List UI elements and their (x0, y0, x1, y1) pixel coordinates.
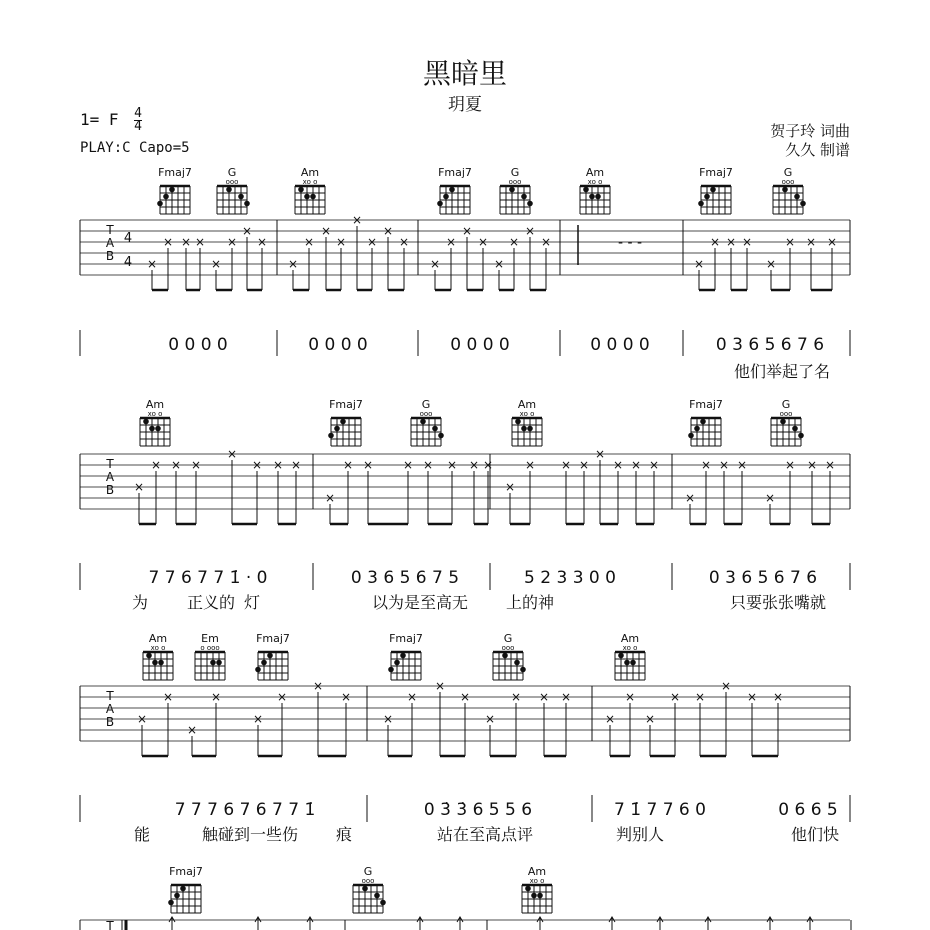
song-artist: 玥夏 (448, 95, 482, 115)
tab-note-mark: × (256, 235, 268, 249)
tab-note-mark: × (700, 458, 712, 472)
chord-dot (704, 194, 710, 200)
tab-note-mark: × (226, 447, 238, 461)
notation-measure-4: 0 0 0 0 (590, 335, 650, 355)
chord-dot (525, 886, 531, 892)
chord-dot (298, 187, 304, 193)
chord-dot (531, 893, 537, 899)
chord-dot (374, 893, 380, 899)
chord-name: Fmaj7 (256, 632, 290, 645)
tab-note-mark: × (669, 690, 681, 704)
tab-note-mark: × (276, 690, 288, 704)
time-top: 4 (134, 106, 142, 121)
tab-note-mark: × (693, 257, 705, 271)
chord-diagram-fmaj7 (388, 632, 423, 680)
tab-letter: A (105, 470, 115, 484)
tab-note-mark: × (709, 235, 721, 249)
tab-note-mark: × (684, 491, 696, 505)
tab-note-mark: × (324, 491, 336, 505)
chord-diagram-fmaj7 (688, 398, 723, 446)
chord-dot (146, 653, 152, 659)
tab-note-mark: × (493, 257, 505, 271)
chord-diagram-fmaj7 (255, 632, 290, 680)
chord-name: Fmaj7 (329, 398, 363, 411)
tab-letter: B (105, 483, 115, 497)
chord-diagram-am (580, 166, 610, 214)
tab-note-mark: × (210, 690, 222, 704)
chord-open-markers: xo o (302, 178, 318, 186)
tab-note-mark: × (398, 235, 410, 249)
tab-note-mark: × (303, 235, 315, 249)
chord-dot (169, 187, 175, 193)
chord-name: Em (201, 632, 219, 645)
chord-name: Fmaj7 (158, 166, 192, 179)
chord-dot (432, 426, 438, 432)
chord-dot (168, 900, 174, 906)
notation-measure-8: 5 2 3 3 0 0 (524, 568, 616, 588)
tab-note-mark: × (136, 712, 148, 726)
chord-open-markers: xo o (622, 644, 638, 652)
chord-name: G (503, 632, 513, 645)
chord-dot (163, 194, 169, 200)
tab-note-mark: × (624, 690, 636, 704)
tab-note-mark: × (736, 458, 748, 472)
tab-note-mark: × (477, 235, 489, 249)
tab-note-mark: × (784, 235, 796, 249)
tab-note-mark: × (648, 458, 660, 472)
tab-note-mark: × (459, 690, 471, 704)
lyrics-line: 只要张张嘴就 (729, 593, 827, 612)
chord-diagram-fmaj7 (168, 865, 203, 913)
chord-dot (595, 194, 601, 200)
tab-note-mark: × (746, 690, 758, 704)
tab-letter: T (106, 689, 114, 703)
tab-note-mark: × (422, 458, 434, 472)
chord-name: Fmaj7 (438, 166, 472, 179)
chord-dot (155, 426, 161, 432)
time-bottom: 4 (134, 119, 142, 134)
chord-open-markers: ooo (419, 410, 433, 418)
chord-name: Am (148, 632, 168, 645)
chord-dot (502, 653, 508, 659)
credit-lyricist: 贺子玲 词曲 (770, 122, 850, 140)
key-label: 1= F (80, 110, 119, 129)
notation-measure-12: 7 1̇ 7 7 6 0 (614, 800, 706, 820)
tab-note-mark: × (162, 690, 174, 704)
chord-dot (527, 201, 533, 207)
notation-measure-5: 0 3 6 5 6 7 6 (715, 335, 825, 355)
tab-note-mark: × (508, 235, 520, 249)
chord-name: Fmaj7 (169, 865, 203, 878)
chord-name: Fmaj7 (699, 166, 733, 179)
chord-dot (437, 201, 443, 207)
tab-note-mark: × (718, 458, 730, 472)
chord-dot (420, 419, 426, 425)
chord-open-markers: xo o (147, 410, 163, 418)
tab-note-mark: × (446, 458, 458, 472)
tab-note-mark: × (784, 458, 796, 472)
chord-name: Fmaj7 (689, 398, 723, 411)
chord-name: Am (145, 398, 165, 411)
tab-letter: T (106, 919, 114, 930)
chord-dot (583, 187, 589, 193)
chord-name: G (227, 166, 237, 179)
tab-note-mark: × (612, 458, 624, 472)
lyrics-line: 他们举起了名 (733, 362, 831, 381)
tab-note-mark: × (342, 458, 354, 472)
chord-diagram-fmaj7 (157, 166, 192, 214)
tab-note-mark: × (594, 447, 606, 461)
chord-dot (521, 194, 527, 200)
tab-note-mark: × (335, 235, 347, 249)
chord-dot (310, 194, 316, 200)
tab-note-mark: × (765, 257, 777, 271)
chord-dot (624, 660, 630, 666)
tab-note-mark: × (560, 690, 572, 704)
chord-dot (152, 660, 158, 666)
tab-note-mark: × (824, 458, 836, 472)
lyrics-line: 上的神 (505, 593, 555, 612)
tab-note-mark: × (806, 458, 818, 472)
chord-dot (334, 426, 340, 432)
chord-open-markers: xo o (519, 410, 535, 418)
tab-note-mark: × (741, 235, 753, 249)
tab-note-mark: × (482, 458, 494, 472)
chord-dot (380, 900, 386, 906)
chord-dot (520, 667, 526, 673)
chord-dot (261, 660, 267, 666)
chord-open-markers: ooo (779, 410, 793, 418)
tab-letter: T (106, 457, 114, 471)
tab-time-signature: 4 (123, 231, 133, 246)
tab-note-mark: × (351, 213, 363, 227)
chord-name: Am (620, 632, 640, 645)
chord-diagram-g (411, 398, 444, 446)
chord-dot (694, 426, 700, 432)
chord-dot (216, 660, 222, 666)
chord-diagram-g (217, 166, 250, 214)
tab-note-mark: × (241, 224, 253, 238)
lyrics-line: 触碰到一些伤 (201, 825, 299, 844)
chord-diagram-am (512, 398, 542, 446)
chord-dot (438, 433, 444, 439)
chord-dot (180, 886, 186, 892)
chord-name: Am (585, 166, 605, 179)
chord-name: Am (300, 166, 320, 179)
chord-open-markers: o ooo (200, 644, 220, 652)
notation-measure-9: 0 3 6 5 6 7 6 (708, 568, 818, 588)
chord-dot (238, 194, 244, 200)
chord-diagram-fmaj7 (328, 398, 363, 446)
chord-open-markers: ooo (781, 178, 795, 186)
notation-measure-6: 7 7 6 7 7 1̇ · 0 (148, 568, 268, 588)
chord-dot (589, 194, 595, 200)
chord-name: Fmaj7 (389, 632, 423, 645)
chord-dot (630, 660, 636, 666)
chord-dot (157, 201, 163, 207)
tab-note-mark: × (186, 723, 198, 737)
tab-note-mark: × (150, 458, 162, 472)
notation-measure-10: 7 7 7 6 7 6 7 7 1̇ (174, 800, 316, 820)
tab-note-mark: × (484, 712, 496, 726)
song-title: 黑暗里 (422, 57, 507, 90)
tab-note-mark: × (210, 257, 222, 271)
tab-letter: A (105, 236, 115, 250)
tab-note-mark: × (540, 235, 552, 249)
chord-dot (521, 426, 527, 432)
chord-diagram-g (500, 166, 533, 214)
tab-note-mark: × (720, 679, 732, 693)
notation-measure-3: 0 0 0 0 (450, 335, 510, 355)
chord-dot (158, 660, 164, 666)
chord-name: Am (527, 865, 547, 878)
tab-note-mark: × (434, 679, 446, 693)
tab-note-mark: × (312, 679, 324, 693)
tab-note-mark: × (524, 224, 536, 238)
notation-measure-11: 0 3̇ 3̇ 6 5 5 6 (423, 800, 533, 820)
chord-dot (255, 667, 261, 673)
tab-letter: A (105, 702, 115, 716)
chord-dot (509, 187, 515, 193)
chord-open-markers: xo o (529, 877, 545, 885)
chord-diagram-am (143, 632, 173, 680)
chord-name: Am (517, 398, 537, 411)
chord-diagram-g (771, 398, 804, 446)
tab-note-mark: × (287, 257, 299, 271)
tab-note-mark: × (180, 235, 192, 249)
chord-dot (782, 187, 788, 193)
tab-letter: B (105, 249, 115, 263)
chord-dot (514, 660, 520, 666)
chord-name: G (510, 166, 520, 179)
tab-note-mark: × (162, 235, 174, 249)
chord-diagram-fmaj7 (437, 166, 472, 214)
chord-dot (174, 893, 180, 899)
chord-diagram-am (522, 865, 552, 913)
chord-diagram-am (615, 632, 645, 680)
chord-dot (700, 419, 706, 425)
tab-note-mark: × (251, 458, 263, 472)
chord-name: G (363, 865, 373, 878)
chord-dot (688, 433, 694, 439)
notation-measure-1: 0 0 0 0 (168, 335, 228, 355)
tab-note-mark: × (170, 458, 182, 472)
tab-note-mark: × (504, 480, 516, 494)
chord-dot (394, 660, 400, 666)
chord-dot (618, 653, 624, 659)
chord-dot (794, 194, 800, 200)
chord-open-markers: ooo (508, 178, 522, 186)
chord-open-markers: ooo (361, 877, 375, 885)
notation-measure-2: 0 0 0 0 (308, 335, 368, 355)
tab-note-mark: × (320, 224, 332, 238)
chord-open-markers: ooo (501, 644, 515, 652)
tab-note-mark: × (190, 458, 202, 472)
tab-note-mark: × (604, 712, 616, 726)
lyrics-line: 能 (133, 825, 151, 844)
chord-dot (800, 201, 806, 207)
tab-note-mark: × (366, 235, 378, 249)
lyrics-line: 正义的 (186, 593, 236, 612)
chord-dot (698, 201, 704, 207)
chord-dot (149, 426, 155, 432)
chord-dot (792, 426, 798, 432)
tab-note-mark: × (805, 235, 817, 249)
chord-diagram-em (195, 632, 225, 680)
tab-note-mark: × (290, 458, 302, 472)
tab-note-mark: × (429, 257, 441, 271)
tab-note-mark: × (445, 235, 457, 249)
chord-dot (780, 419, 786, 425)
chord-open-markers: ooo (225, 178, 239, 186)
chord-dot (362, 886, 368, 892)
tab-note-mark: × (382, 224, 394, 238)
credit-transcriber: 久久 制谱 (785, 141, 850, 159)
tab-note-mark: × (826, 235, 838, 249)
tab-note-mark: × (382, 712, 394, 726)
tab-note-mark: × (252, 712, 264, 726)
lyrics-line: 灯 (243, 593, 261, 612)
lyrics-line: 痕 (335, 825, 353, 844)
lyrics-line: 他们快 (790, 825, 840, 844)
tab-note-mark: × (133, 480, 145, 494)
chord-name: G (781, 398, 791, 411)
chord-diagram-g (353, 865, 386, 913)
lyrics-line: 判别人 (615, 825, 665, 844)
chord-dot (267, 653, 273, 659)
tab-note-mark: × (402, 458, 414, 472)
tab-note-mark: × (524, 458, 536, 472)
tab-note-mark: × (764, 491, 776, 505)
tab-note-mark: × (461, 224, 473, 238)
chord-dot (210, 660, 216, 666)
chord-dot (400, 653, 406, 659)
lyrics-line: 为 (131, 593, 149, 612)
chord-diagram-am (295, 166, 325, 214)
tab-letter: B (105, 715, 115, 729)
chord-dot (443, 194, 449, 200)
tab-note-mark: × (146, 257, 158, 271)
tab-note-mark: × (630, 458, 642, 472)
tab-letter: T (106, 223, 114, 237)
tab-note-mark: × (772, 690, 784, 704)
tab-note-mark: × (725, 235, 737, 249)
chord-dot (340, 419, 346, 425)
tab-note-mark: × (340, 690, 352, 704)
notation-measure-7: 0 3 6 5 6 7 5 (350, 568, 460, 588)
chord-diagram-g (773, 166, 806, 214)
chord-diagram-am (140, 398, 170, 446)
tab-note-mark: × (226, 235, 238, 249)
chord-diagram-g (493, 632, 526, 680)
notation-measure-13: 0 6 6 5 (778, 800, 838, 820)
chord-name: G (783, 166, 793, 179)
chord-dot (515, 419, 521, 425)
chord-dot (449, 187, 455, 193)
tab-note-mark: × (510, 690, 522, 704)
chord-dot (143, 419, 149, 425)
chord-dot (527, 426, 533, 432)
chord-dot (304, 194, 310, 200)
lyrics-line: 站在至高点评 (436, 825, 534, 844)
tab-note-mark: × (538, 690, 550, 704)
chord-dot (710, 187, 716, 193)
lyrics-line: 以为是至高无 (371, 593, 469, 612)
tab-note-mark: × (272, 458, 284, 472)
tab-note-mark: × (362, 458, 374, 472)
tab-note-mark: × (694, 690, 706, 704)
tab-note-mark: × (560, 458, 572, 472)
chord-dot (226, 187, 232, 193)
tab-time-signature: 4 (123, 255, 133, 270)
chord-open-markers: xo o (587, 178, 603, 186)
chord-dot (388, 667, 394, 673)
chord-dot (244, 201, 250, 207)
chord-dot (328, 433, 334, 439)
tab-note-mark: × (578, 458, 590, 472)
tab-note-mark: × (194, 235, 206, 249)
rest-dashes: - - - (617, 235, 643, 251)
tab-note-mark: × (406, 690, 418, 704)
chord-name: G (421, 398, 431, 411)
chord-open-markers: xo o (150, 644, 166, 652)
capo-info: PLAY:C Capo=5 (80, 140, 190, 156)
tab-note-mark: × (468, 458, 480, 472)
chord-dot (537, 893, 543, 899)
chord-dot (798, 433, 804, 439)
tab-note-mark: × (644, 712, 656, 726)
chord-diagram-fmaj7 (698, 166, 733, 214)
